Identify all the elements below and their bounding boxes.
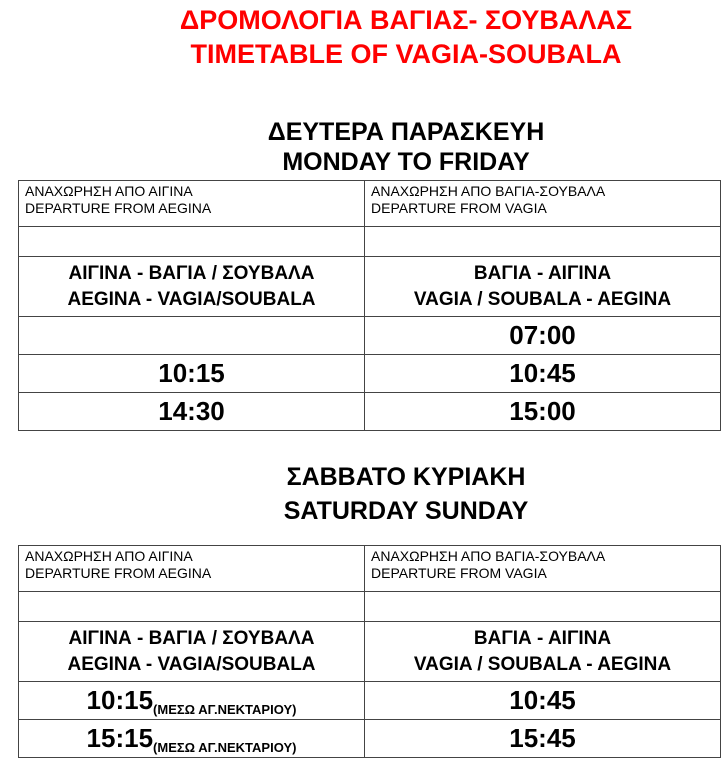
time-row — [19, 720, 721, 758]
route-row — [19, 622, 721, 682]
col1-header-greek: ΑΝΑΧΩΡΗΣΗ ΑΠΟ ΑΙΓΙΝΑ — [25, 548, 193, 564]
col1-header-greek: ΑΝΑΧΩΡΗΣΗ ΑΠΟ ΑΙΓΙΝΑ — [25, 183, 193, 199]
weekend-heading-greek: ΣΑΒΒΑΤΟ ΚΥΡΙΑΚΗ — [286, 463, 526, 491]
col2-header-english: DEPARTURE FROM VAGIA — [371, 565, 547, 581]
weekend-timetable — [18, 545, 721, 758]
departure-time-vagia: 10:45 — [365, 355, 721, 393]
weekday-timetable — [18, 180, 721, 431]
departure-time-aegina: 14:30 — [19, 393, 365, 431]
time-value: 15:15 — [86, 722, 154, 753]
col2-route-english: VAGIA / SOUBALA - AEGINA — [413, 288, 672, 310]
col1-header-english: DEPARTURE FROM AEGINA — [25, 200, 212, 216]
col1-route — [19, 257, 365, 317]
col2-route-english: VAGIA / SOUBALA - AEGINA — [413, 653, 672, 675]
col2-header-greek: ΑΝΑΧΩΡΗΣΗ ΑΠΟ ΒΑΓΙΑ-ΣΟΥΒΑΛΑ — [371, 183, 606, 199]
departure-time-vagia: 07:00 — [365, 317, 721, 355]
col1-route-greek: ΑΙΓΙΝΑ - ΒΑΓΙΑ / ΣΟΥΒΑΛΑ — [68, 262, 315, 284]
col2-header — [365, 546, 721, 592]
col2-header-greek: ΑΝΑΧΩΡΗΣΗ ΑΠΟ ΒΑΓΙΑ-ΣΟΥΒΑΛΑ — [371, 548, 606, 564]
departure-time-aegina — [19, 317, 365, 355]
route-note: (ΜΕΣΩ ΑΓ.ΝΕΚΤΑΡΙΟΥ) — [153, 739, 297, 755]
title-english: TIMETABLE OF VAGIA-SOUBALA — [190, 39, 622, 69]
title-greek: ΔΡΟΜΟΛΟΓΙΑ ΒΑΓΙΑΣ- ΣΟΥΒΑΛΑΣ — [179, 5, 633, 35]
departure-time-vagia: 15:00 — [365, 393, 721, 431]
departure-time-aegina — [19, 682, 365, 720]
departure-time-vagia: 15:45 — [365, 720, 721, 758]
col1-route-greek: ΑΙΓΙΝΑ - ΒΑΓΙΑ / ΣΟΥΒΑΛΑ — [68, 627, 315, 649]
col1-route — [19, 622, 365, 682]
weekday-heading-english: MONDAY TO FRIDAY — [282, 148, 530, 176]
time-row — [19, 682, 721, 720]
col1-header-english: DEPARTURE FROM AEGINA — [25, 565, 212, 581]
header-row — [19, 181, 721, 227]
col2-header — [365, 181, 721, 227]
route-row — [19, 257, 721, 317]
col2-header-english: DEPARTURE FROM VAGIA — [371, 200, 547, 216]
col2-route-greek: ΒΑΓΙΑ - ΑΙΓΙΝΑ — [473, 262, 612, 284]
time-row — [19, 317, 721, 355]
departure-time-vagia: 10:45 — [365, 682, 721, 720]
col1-route-english: AEGINA - VAGIA/SOUBALA — [67, 288, 316, 310]
col2-route — [365, 257, 721, 317]
col2-route — [365, 622, 721, 682]
empty-row — [19, 592, 721, 622]
time-row — [19, 355, 721, 393]
col1-route-english: AEGINA - VAGIA/SOUBALA — [67, 653, 316, 675]
route-note: (ΜΕΣΩ ΑΓ.ΝΕΚΤΑΡΙΟΥ) — [153, 701, 297, 717]
weekday-heading-greek: ΔΕΥΤΕΡΑ ΠΑΡΑΣΚΕΥΗ — [267, 118, 545, 146]
col2-route-greek: ΒΑΓΙΑ - ΑΙΓΙΝΑ — [473, 627, 612, 649]
departure-time-aegina — [19, 720, 365, 758]
time-row — [19, 393, 721, 431]
header-row — [19, 546, 721, 592]
empty-row — [19, 227, 721, 257]
col1-header — [19, 546, 365, 592]
col1-header — [19, 181, 365, 227]
time-value: 10:15 — [86, 684, 154, 715]
weekend-heading-english: SATURDAY SUNDAY — [283, 497, 529, 525]
departure-time-aegina: 10:15 — [19, 355, 365, 393]
